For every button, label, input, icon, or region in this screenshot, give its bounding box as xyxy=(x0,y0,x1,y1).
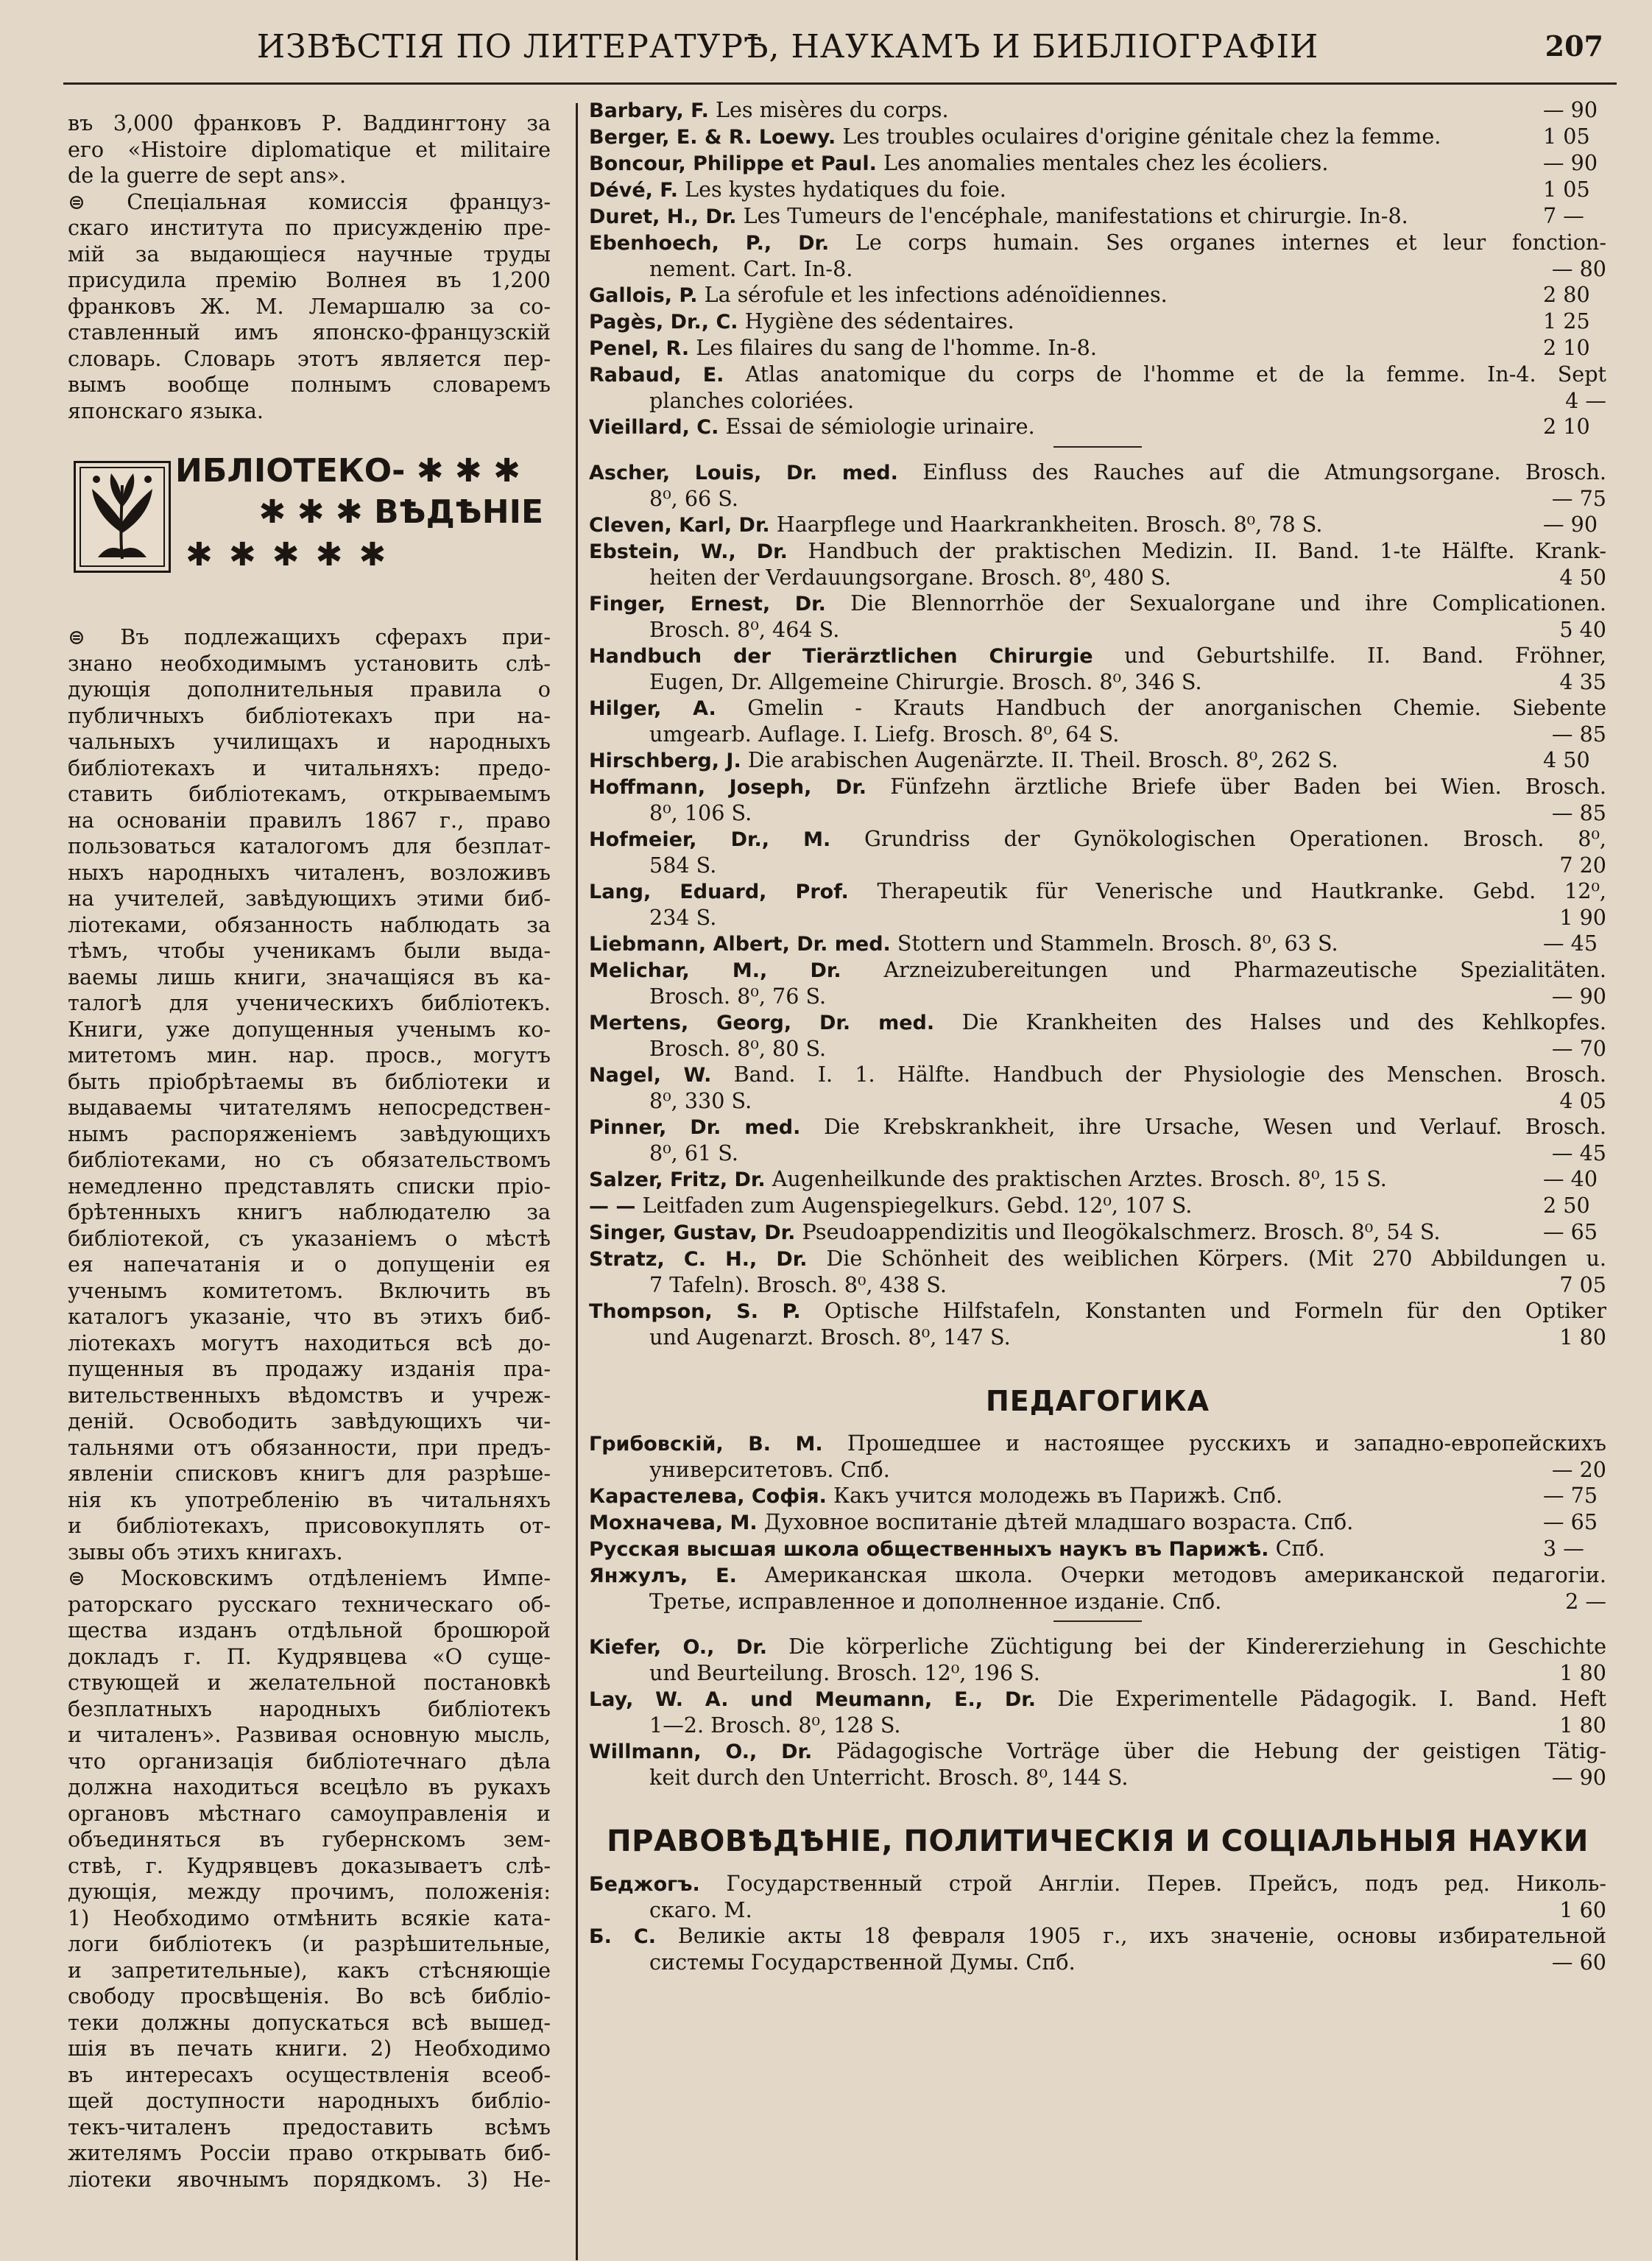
bibliography-entry xyxy=(589,1246,1606,1298)
entry-author: Ebenhoech, P., Dr. xyxy=(589,232,830,255)
entry-price: 4 50 xyxy=(1543,747,1590,772)
entry-title: Великіе акты 18 февраля 1905 г., ихъ значеніе, основы избирательной xyxy=(677,1923,1606,1948)
text-line: библіотекахъ и читальняхъ: предо- xyxy=(68,755,551,780)
entry-title: 8⁰, 330 S. xyxy=(649,1088,752,1113)
entry-author: Nagel, W. xyxy=(589,1064,712,1087)
text-line: деній. Освободить завѣдующихъ чи- xyxy=(68,1408,551,1433)
entry-title: Einfluss des Rauches auf die Atmungsorgane. Brosch. xyxy=(922,459,1606,484)
text-line: нымъ распоряженіемъ завѣдующихъ xyxy=(68,1121,551,1146)
entry-author: Янжулъ, Е. xyxy=(589,1565,737,1587)
text-line: текъ-читаленъ предоставить всѣмъ xyxy=(68,2114,551,2140)
entry-price: 1 25 xyxy=(1543,308,1590,334)
entry-price: — 65 xyxy=(1543,1509,1598,1534)
entry-title: Les troubles oculaires d'origine génitale chez la femme. xyxy=(842,124,1441,149)
text-line: явленіи списковъ книгъ для разрѣше- xyxy=(68,1461,551,1486)
entry-price: — 80 xyxy=(1551,256,1606,281)
page-number: 207 xyxy=(1545,29,1603,63)
entry-author: Melichar, M., Dr. xyxy=(589,959,841,982)
entry-author: Hofmeier, Dr., M. xyxy=(589,828,831,851)
entry-author: Boncour, Philippe et Paul. xyxy=(589,152,877,175)
text-line: мій за выдающіеся научные труды xyxy=(68,241,551,267)
text-line: ліотеки явочнымъ порядкомъ. 3) Не- xyxy=(68,2166,551,2192)
text-line: раторскаго русскаго техническаго об- xyxy=(68,1591,551,1617)
entry-title: umgearb. Auflage. I. Liefg. Brosch. 8⁰, 64 S. xyxy=(649,722,1120,747)
entry-title: keit durch den Unterricht. Brosch. 8⁰, 144 S. xyxy=(649,1765,1129,1790)
text-line: ствующей и желательной постановкѣ xyxy=(68,1670,551,1695)
bibliography-entry xyxy=(589,1166,1606,1193)
bibliography-entry xyxy=(589,1923,1606,1975)
entry-price: — 90 xyxy=(1543,512,1598,537)
entry-author: Berger, E. & R. Loewy. xyxy=(589,126,836,149)
text-line: ставить библіотекамъ, открываемымъ xyxy=(68,781,551,806)
text-line: немедленно представлять списки пріо- xyxy=(68,1173,551,1199)
entry-title: Die Experimentelle Pädagogik. I. Band. Heft xyxy=(1057,1686,1606,1711)
entry-title: Die körperliche Züchtigung bei der Kindererziehung in Geschichte xyxy=(788,1634,1606,1659)
text-line: должна находиться всецѣло въ рукахъ xyxy=(68,1774,551,1799)
entry-price: 1 80 xyxy=(1559,1660,1606,1685)
entry-price: — 90 xyxy=(1551,1765,1606,1790)
entry-price: 2 50 xyxy=(1543,1193,1590,1218)
entry-author: Ascher, Louis, Dr. med. xyxy=(589,462,898,484)
text-line: ставленный имъ японско-французскій xyxy=(68,320,551,345)
list-divider xyxy=(1053,1620,1142,1622)
entry-price: — 20 xyxy=(1551,1457,1606,1482)
bibliography-entry xyxy=(589,826,1606,878)
entry-title: Handbuch der praktischen Medizin. II. Band. 1-te Hälfte. Krank- xyxy=(808,538,1606,563)
entry-title: системы Государственной Думы. Спб. xyxy=(649,1950,1076,1975)
text-line: и запретительные), какъ стѣсняющіе xyxy=(68,1957,551,1983)
entry-title: Fünfzehn ärztliche Briefe über Baden bei Wien. Brosch. xyxy=(890,774,1606,799)
text-line: дующія дополнительныя правила о xyxy=(68,677,551,702)
text-line: теки должны допускаться всѣ вышед- xyxy=(68,2009,551,2035)
entry-author: Thompson, S. P. xyxy=(589,1300,801,1323)
column-divider xyxy=(576,103,578,2260)
entry-price: 1 80 xyxy=(1559,1712,1606,1738)
entry-price: 1 60 xyxy=(1559,1897,1606,1922)
entry-author: Duret, H., Dr. xyxy=(589,205,737,228)
text-line: франковъ Ж. М. Лемаршалю за со- xyxy=(68,293,551,319)
entry-author: Грибовскій, В. М. xyxy=(589,1433,823,1456)
entry-title: Die Schönheit des weiblichen Körpers. (Mit 270 Abbildungen u. xyxy=(826,1246,1606,1271)
entry-title: nement. Cart. In-8. xyxy=(649,256,853,281)
entry-author: Willmann, O., Dr. xyxy=(589,1740,813,1763)
entry-title: 8⁰, 106 S. xyxy=(649,800,752,825)
text-line: и читаленъ». Развивая основную мысль, xyxy=(68,1722,551,1747)
bibliography-entry xyxy=(589,695,1606,747)
bibliography-entry xyxy=(589,361,1606,414)
bibliography-entry xyxy=(589,538,1606,590)
entry-title: Hygiène des sédentaires. xyxy=(744,308,1014,334)
bibliography-entry xyxy=(589,203,1606,230)
entry-title: Brosch. 8⁰, 76 S. xyxy=(649,984,827,1009)
intro-paragraphs xyxy=(68,110,551,424)
bibliography-entry xyxy=(589,1634,1606,1686)
entry-title: Pädagogische Vorträge über die Hebung der geistigen Tätig- xyxy=(836,1738,1606,1763)
text-line: пользоваться каталогомъ для безплат- xyxy=(68,833,551,858)
entry-title: Therapeutik für Venerische und Hautkranke. Gebd. 12⁰, xyxy=(877,878,1606,903)
entry-title: Arzneizubereitungen und Pharmazeutische Spezialitäten. xyxy=(883,957,1606,982)
bibliography-entry xyxy=(589,1193,1606,1219)
entry-title: университетовъ. Спб. xyxy=(649,1457,890,1482)
bibliography-entry xyxy=(589,1114,1606,1166)
text-line: органовъ мѣстнаго самоуправленія и xyxy=(68,1800,551,1826)
entry-title: Les misères du corps. xyxy=(715,97,949,122)
bibliography-entry xyxy=(589,1431,1606,1483)
entry-price: 1 90 xyxy=(1559,905,1606,930)
entry-price: — 90 xyxy=(1543,97,1598,122)
text-line: японскаго языка. xyxy=(68,398,264,423)
entry-title: Les kystes hydatiques du foie. xyxy=(685,177,1006,202)
bibliography-entry xyxy=(589,931,1606,957)
text-line: на учителей, завѣдующихъ этими биб- xyxy=(68,886,551,911)
entry-title: Optische Hilfstafeln, Konstanten und Formeln für den Optiker xyxy=(824,1298,1606,1323)
entry-title: Haarpflege und Haarkrankheiten. Brosch. 8⁰, 78 S. xyxy=(776,512,1323,537)
entry-author: Русская высшая школа общественныхъ наукъ въ Парижѣ. xyxy=(589,1538,1269,1561)
entry-author: Kiefer, O., Dr. xyxy=(589,1636,767,1659)
bibliography-entry xyxy=(589,1298,1606,1350)
entry-title: Американская школа. Очерки методовъ американской педагогіи. xyxy=(764,1562,1606,1587)
text-line: ліотекахъ могутъ находиться всѣ до- xyxy=(68,1330,551,1355)
pedagogy-german-list xyxy=(589,1634,1606,1791)
heading-part2: ✱ ✱ ✱ ВѢДѢНІЕ xyxy=(258,493,543,531)
text-line: нія къ употребленію въ читальняхъ xyxy=(68,1486,551,1512)
text-line: и библіотекахъ, присовокуплять от- xyxy=(68,1513,551,1538)
bibliography-entry xyxy=(589,643,1606,695)
entry-price: — 70 xyxy=(1551,1036,1606,1061)
text-line: докладъ г. П. Кудрявцева «О суще- xyxy=(68,1643,551,1669)
bibliography-entry xyxy=(589,97,1606,124)
bibliography-entry xyxy=(589,1009,1606,1062)
bibliography-entry xyxy=(589,414,1606,440)
entry-author: Hoffmann, Joseph, Dr. xyxy=(589,776,867,799)
entry-author: Pinner, Dr. med. xyxy=(589,1116,801,1139)
entry-author: Finger, Ernest, Dr. xyxy=(589,593,826,615)
entry-title: und Augenarzt. Brosch. 8⁰, 147 S. xyxy=(649,1324,1011,1350)
library-science-heading xyxy=(68,451,551,605)
entry-author: Lang, Eduard, Prof. xyxy=(589,881,849,903)
text-line: словарь. Словарь этотъ является пер- xyxy=(68,345,551,371)
entry-price: — 45 xyxy=(1543,931,1598,956)
text-line: щей доступности народныхъ библіо- xyxy=(68,2088,551,2113)
entry-title: 8⁰, 66 S. xyxy=(649,486,738,511)
text-line: талогѣ для ученическихъ библіотекъ. xyxy=(68,990,551,1015)
text-line: щества изданъ отдѣльной брошюрой xyxy=(68,1618,551,1643)
entry-price: 2 — xyxy=(1565,1589,1606,1614)
entry-author: Handbuch der Tierärztlichen Chirurgie xyxy=(589,645,1093,668)
entry-author: — — xyxy=(589,1195,636,1218)
left-column xyxy=(68,110,551,2246)
entry-price: — 60 xyxy=(1551,1950,1606,1975)
text-line: въ интересахъ осуществленія всеоб- xyxy=(68,2061,551,2087)
text-line: вительственныхъ вѣдомствъ и учреж- xyxy=(68,1382,551,1408)
bibliography-entry xyxy=(589,1536,1606,1562)
entry-author: Penel, R. xyxy=(589,337,690,360)
entry-title: Essai de sémiologie urinaire. xyxy=(725,414,1035,439)
entry-author: Dévé, F. xyxy=(589,179,679,202)
text-line: Книги, уже допущенныя ученымъ ко- xyxy=(68,1016,551,1042)
entry-author: Мохначева, М. xyxy=(589,1512,758,1534)
bibliography-entry xyxy=(589,590,1606,643)
bibliography-entry xyxy=(589,878,1606,931)
text-line: ⊜ Спеціальная комиссія француз- xyxy=(68,188,551,214)
bibliography-entry xyxy=(589,1062,1606,1114)
entry-price: 4 50 xyxy=(1559,565,1606,590)
entry-price: 1 05 xyxy=(1543,124,1590,149)
entry-price: 4 05 xyxy=(1559,1088,1606,1113)
text-line: каталогъ указаніе, что въ этихъ биб- xyxy=(68,1304,551,1329)
entry-title: Atlas anatomique du corps de l'homme et de la femme. In-4. Sept xyxy=(745,361,1606,387)
text-line: брѣтенныхъ книгъ наблюдателю за xyxy=(68,1199,551,1224)
bibliography-entry xyxy=(589,335,1606,361)
entry-price: 7 20 xyxy=(1559,853,1606,878)
entry-title: Государственный строй Англіи. Перев. Прейсъ, подъ ред. Николь- xyxy=(726,1871,1606,1896)
text-line: на основаніи правилъ 1867 г., право xyxy=(68,807,551,833)
entry-price: 7 — xyxy=(1543,203,1584,228)
entry-title: Die Blennorrhöe der Sexualorgane und ihre Complicationen. xyxy=(850,590,1606,615)
entry-price: 7 05 xyxy=(1559,1272,1606,1297)
entry-title: 8⁰, 61 S. xyxy=(649,1140,738,1165)
heading-part3: ✱✱✱✱✱ xyxy=(186,536,403,574)
bibliography-entry xyxy=(589,957,1606,1009)
text-line: чальныхъ училищахъ и народныхъ xyxy=(68,729,551,754)
entry-title: Le corps humain. Ses organes internes et leur fonction- xyxy=(855,230,1606,255)
pedagogy-russian-list xyxy=(589,1431,1606,1615)
entry-price: — 90 xyxy=(1551,984,1606,1009)
ornamental-initial-b-icon xyxy=(74,461,171,573)
entry-price: 1 05 xyxy=(1543,177,1590,202)
entry-price: — 85 xyxy=(1551,800,1606,825)
text-line: 1) Необходимо отмѣнить всякіе ката- xyxy=(68,1905,551,1930)
entry-price: 3 — xyxy=(1543,1536,1584,1561)
entry-price: 5 40 xyxy=(1559,617,1606,642)
text-line: тальнями отъ обязанности, при предъ- xyxy=(68,1434,551,1460)
entry-price: — 45 xyxy=(1551,1140,1606,1165)
text-line: вымъ вообще полнымъ словаремъ xyxy=(68,372,551,397)
bibliography-entry xyxy=(589,150,1606,177)
running-title: ИЗВѢСТІЯ ПО ЛИТЕРАТУРѢ, НАУКАМЪ И БИБЛІОГРАФІИ xyxy=(256,28,1319,66)
entry-author: Lay, W. A. und Meumann, E., Dr. xyxy=(589,1688,1036,1711)
text-line: ваемы лишь книги, значащіяся въ ка- xyxy=(68,964,551,990)
text-line: зывы объ этихъ книгахъ. xyxy=(68,1539,343,1565)
text-line: ⊜ Въ подлежащихъ сферахъ при- xyxy=(68,624,551,649)
entry-price: — 90 xyxy=(1543,150,1598,175)
right-column xyxy=(589,97,1606,2254)
text-line: библіотекой, съ указаніемъ о мѣстѣ xyxy=(68,1225,551,1251)
entry-author: Cleven, Karl, Dr. xyxy=(589,514,770,537)
text-line: de la guerre de sept ans». xyxy=(68,163,347,188)
bibliography-entry xyxy=(589,1483,1606,1509)
entry-title: Gmelin - Krauts Handbuch der anorganischen Chemie. Siebente xyxy=(747,695,1606,720)
entry-price: — 65 xyxy=(1543,1219,1598,1244)
text-line: жителямъ Россіи право открывать биб- xyxy=(68,2140,551,2165)
text-line: быть пріобрѣтаемы въ библіотеки и xyxy=(68,1068,551,1094)
text-line: ліотеками, обязанность наблюдать за xyxy=(68,911,551,937)
medicine-french-list xyxy=(589,97,1606,440)
entry-title: Band. I. 1. Hälfte. Handbuch der Physiologie des Menschen. Brosch. xyxy=(733,1062,1606,1087)
text-line: ствѣ, г. Кудрявцевъ доказываетъ слѣ- xyxy=(68,1852,551,1878)
entry-author: Liebmann, Albert, Dr. med. xyxy=(589,933,891,956)
bibliography-entry xyxy=(589,308,1606,335)
text-line: знано необходимымъ установить слѣ- xyxy=(68,650,551,676)
text-line: присудила премію Волнея въ 1,200 xyxy=(68,267,551,292)
entry-author: Hilger, A. xyxy=(589,697,716,720)
bibliography-entry xyxy=(589,124,1606,150)
medicine-german-list xyxy=(589,459,1606,1350)
entry-title: Brosch. 8⁰, 464 S. xyxy=(649,617,840,642)
entry-title: Les Tumeurs de l'encéphale, manifestations et chirurgie. In-8. xyxy=(743,203,1408,228)
bibliography-entry xyxy=(589,1219,1606,1246)
bibliography-entry xyxy=(589,177,1606,203)
entry-title: und Geburtshilfe. II. Band. Fröhner, xyxy=(1124,643,1606,668)
entry-price: 4 — xyxy=(1565,388,1606,413)
entry-title: Pseudoappendizitis und Ileogökalschmerz. Brosch. 8⁰, 54 S. xyxy=(802,1219,1441,1244)
list-divider xyxy=(1053,446,1142,448)
entry-title: Какъ учится молодежь въ Парижѣ. Спб. xyxy=(833,1483,1283,1508)
entry-author: Rabaud, E. xyxy=(589,364,724,387)
text-line: ныхъ народныхъ читаленъ, возложивъ xyxy=(68,859,551,885)
entry-price: — 75 xyxy=(1543,1483,1598,1508)
text-line: дующія, между прочимъ, положенія: xyxy=(68,1879,551,1904)
entry-title: 234 S. xyxy=(649,905,717,930)
entry-title: und Beurteilung. Brosch. 12⁰, 196 S. xyxy=(649,1660,1040,1685)
entry-title: Духовное воспитаніе дѣтей младшаго возраста. Спб. xyxy=(763,1509,1354,1534)
text-line: въ 3,000 франковъ Р. Ваддингтону за xyxy=(68,110,551,135)
entry-author: Беджогъ. xyxy=(589,1873,700,1896)
entry-title: heiten der Verdauungsorgane. Brosch. 8⁰, 480 S. xyxy=(649,565,1171,590)
entry-title: Brosch. 8⁰, 80 S. xyxy=(649,1036,827,1061)
text-line: что организація библіотечнаго дѣла xyxy=(68,1748,551,1774)
text-line: публичныхъ библіотекахъ при на- xyxy=(68,702,551,728)
entry-title: 7 Tafeln). Brosch. 8⁰, 438 S. xyxy=(649,1272,947,1297)
law-russian-list xyxy=(589,1871,1606,1975)
text-line: свободу просвѣщенія. Во всѣ библіо- xyxy=(68,1983,551,2008)
entry-title: Прошедшее и настоящее русскихъ и западно-европейскихъ xyxy=(847,1431,1606,1456)
entry-author: Singer, Gustav, Dr. xyxy=(589,1221,796,1244)
text-line: тѣмъ, чтобы ученикамъ были выда- xyxy=(68,938,551,963)
text-line: объединяться въ губернскомъ зем- xyxy=(68,1827,551,1852)
entry-title: Augenheilkunde des praktischen Arztes. Brosch. 8⁰, 15 S. xyxy=(772,1166,1387,1191)
entry-price: 2 10 xyxy=(1543,414,1590,439)
entry-price: — 85 xyxy=(1551,722,1606,747)
bibliography-entry xyxy=(589,774,1606,826)
entry-author: Mertens, Georg, Dr. med. xyxy=(589,1012,935,1034)
pedagogy-section-title: ПЕДАГОГИКА xyxy=(985,1385,1210,1417)
entry-author: Vieillard, C. xyxy=(589,416,719,439)
bibliography-entry xyxy=(589,459,1606,512)
text-line: пущенныя въ продажу изданія пра- xyxy=(68,1356,551,1381)
entry-title: La sérofule et les infections adénoïdiennes. xyxy=(704,282,1168,307)
text-line: логи библіотекъ (и разрѣшительные, xyxy=(68,1931,551,1956)
bibliography-entry xyxy=(589,747,1606,774)
entry-price: 2 80 xyxy=(1543,282,1590,307)
bibliography-entry xyxy=(589,230,1606,282)
entry-author: Salzer, Fritz, Dr. xyxy=(589,1168,766,1191)
bibliography-entry xyxy=(589,1509,1606,1536)
entry-title: Eugen, Dr. Allgemeine Chirurgie. Brosch. 8⁰, 346 S. xyxy=(649,669,1202,694)
text-line: шія въ печать книги. 2) Необходимо xyxy=(68,2036,551,2061)
entry-title: Leitfaden zum Augenspiegelkurs. Gebd. 12⁰, 107 S. xyxy=(642,1193,1193,1218)
entry-title: 584 S. xyxy=(649,853,717,878)
text-line: скаго института по присужденію пре- xyxy=(68,215,551,240)
heading-part1: ИБЛІОТЕКО- ✱ ✱ ✱ xyxy=(175,452,520,490)
entry-title: Die arabischen Augenärzte. II. Theil. Brosch. 8⁰, 262 S. xyxy=(747,747,1338,772)
text-line: безплатныхъ народныхъ библіотекъ xyxy=(68,1696,551,1721)
entry-title: 1—2. Brosch. 8⁰, 128 S. xyxy=(649,1712,901,1738)
text-line: ея напечатанія и о допущеніи ея xyxy=(68,1252,551,1277)
entry-author: Карастелева, Софія. xyxy=(589,1485,827,1508)
entry-author: Hirschberg, J. xyxy=(589,749,741,772)
entry-title: Les filaires du sang de l'homme. In-8. xyxy=(696,335,1097,360)
entry-price: 4 35 xyxy=(1559,669,1606,694)
bibliography-entry xyxy=(589,1562,1606,1615)
entry-title: Les anomalies mentales chez les écoliers. xyxy=(883,150,1329,175)
text-line: библіотеками, но съ обязательствомъ xyxy=(68,1147,551,1172)
entry-author: Barbary, F. xyxy=(589,99,709,122)
bibliography-entry xyxy=(589,1738,1606,1791)
entry-title: Grundriss der Gynökologischen Operationen. Brosch. 8⁰, xyxy=(864,826,1606,851)
bibliography-entry xyxy=(589,282,1606,308)
text-line: митетомъ мин. нар. просв., могутъ xyxy=(68,1043,551,1068)
text-line: ⊜ Московскимъ отдѣленіемъ Импе- xyxy=(68,1565,551,1590)
entry-author: Gallois, P. xyxy=(589,284,698,307)
entry-title: planches coloriées. xyxy=(649,388,855,413)
entry-price: 2 10 xyxy=(1543,335,1590,360)
law-section-title: ПРАВОВѢДѢНІЕ, ПОЛИТИЧЕСКІЯ И СОЦІАЛЬНЫЯ НАУКИ xyxy=(607,1824,1589,1858)
bibliography-entry xyxy=(589,1686,1606,1738)
entry-price: 1 80 xyxy=(1559,1324,1606,1350)
entry-price: — 75 xyxy=(1551,486,1606,511)
library-science-text xyxy=(68,624,551,2193)
bibliography-entry xyxy=(589,1871,1606,1923)
header-rule xyxy=(63,82,1617,85)
entry-title: Stottern und Stammeln. Brosch. 8⁰, 63 S. xyxy=(897,931,1338,956)
entry-title: Спб. xyxy=(1275,1536,1325,1561)
entry-author: Ebstein, W., Dr. xyxy=(589,540,788,563)
entry-author: Stratz, C. H., Dr. xyxy=(589,1248,808,1271)
text-line: выдаваемы читателямъ непосредствен- xyxy=(68,1095,551,1120)
entry-title: Die Krebskrankheit, ihre Ursache, Wesen und Verlauf. Brosch. xyxy=(823,1114,1606,1139)
text-line: его «Histoire diplomatique et militaire xyxy=(68,136,551,162)
entry-author: Б. С. xyxy=(589,1925,656,1948)
entry-title: скаго. М. xyxy=(649,1897,752,1922)
entry-title: Die Krankheiten des Halses und des Kehlkopfes. xyxy=(961,1009,1606,1034)
entry-author: Pagès, Dr., C. xyxy=(589,311,738,334)
bibliography-entry xyxy=(589,512,1606,538)
entry-price: — 40 xyxy=(1543,1166,1598,1191)
entry-title: Третье, исправленное и дополненное изданіе. Спб. xyxy=(649,1589,1222,1614)
text-line: ученымъ комитетомъ. Включить въ xyxy=(68,1277,551,1303)
